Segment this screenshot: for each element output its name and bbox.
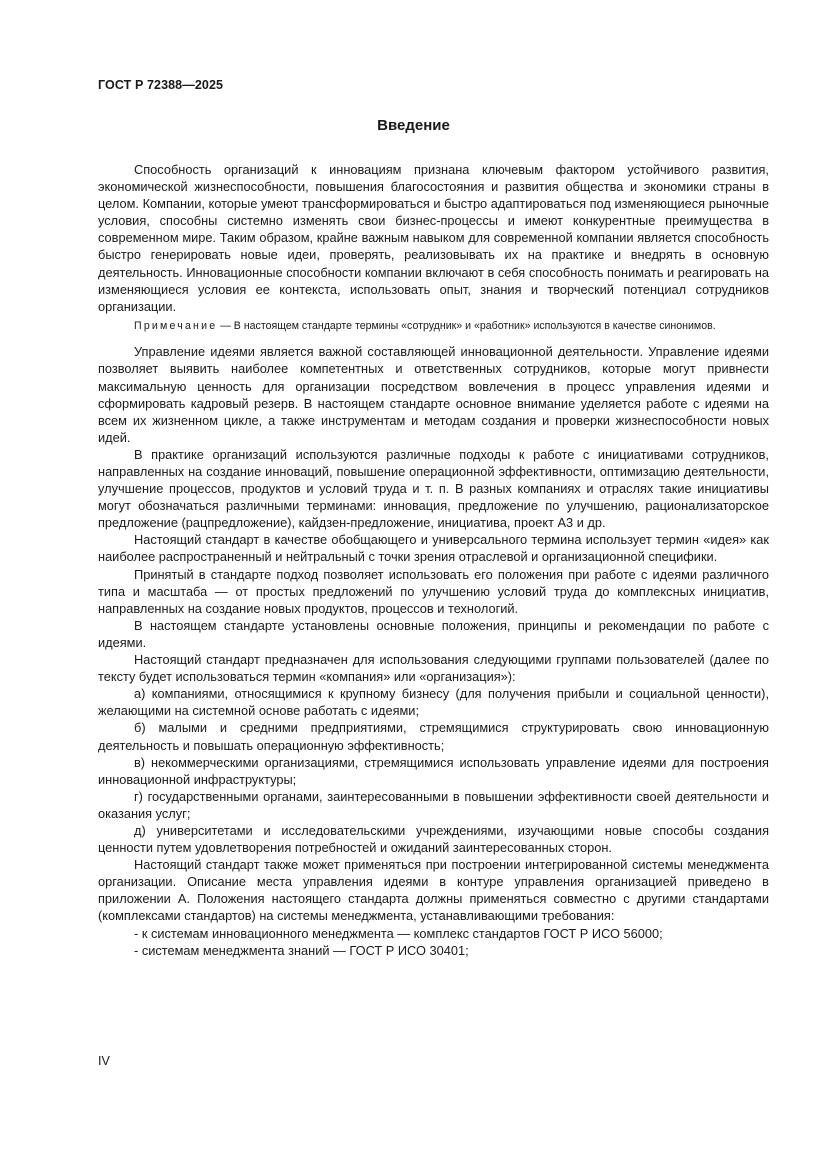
list-item: а) компаниями, относящимися к крупному бизнесу (для получения прибыли и социальной ценности), желающими на системной основе работать с идеями; — [98, 686, 769, 719]
list-item: д) университетами и исследовательскими учреждениями, изучающими новые способы создания ценности путем удовлетворения потребностей и ожиданий заинтересованных сторон. — [98, 822, 769, 856]
intro-paragraph: Способность организаций к инновациям признана ключевым фактором устойчивого развития, экономической жизнеспособности, повышения благосостояния и развития общества и экономики страны в целом. Компании, которые умеют трансформироваться и быстро адаптироваться под изменяющиеся рыночные условия, способны системно изменять свои бизнес-процессы и имеют конкурентные преимущества в современном мире. Таким образом, крайне важным навыком для современной компании является способность быстро генерировать новые идеи, проверять, реализовывать их на практике и внедрять в основную деятельность. Инновационные способности компании включают в себя способность понимать и реагировать на изменяющиеся условия ее контекста, использовать опыт, знания и творческий потенциал сотрудников организации. — [98, 162, 769, 314]
list-item: в) некоммерческими организациями, стремящимися использовать управление идеями для построения инновационной инфраструктуры; — [98, 754, 769, 787]
document-header: ГОСТ Р 72388—2025 — [98, 78, 224, 92]
page-number: IV — [98, 1054, 110, 1068]
body-paragraph: В настоящем стандарте установлены основные положения, принципы и рекомендации по работе с идеями. — [98, 617, 769, 650]
document-body — [98, 161, 769, 959]
note-paragraph — [98, 319, 769, 335]
list-item: б) малыми и средними предприятиями, стремящимися структурировать свою инновационную деятельность и повышать операционную эффективность; — [98, 720, 769, 753]
body-paragraph: Настоящий стандарт в качестве обобщающего и универсального термина использует термин «идея» как наиболее распространенный и нейтральный с точки зрения отраслевой и организационной специфики. — [98, 532, 769, 565]
note-label: Примечание — [134, 319, 218, 332]
body-paragraph: Настоящий стандарт также может применяться при построении интегрированной системы менеджмента организации. Описание места управления идеями в контуре управления организацией приведено в приложении А. Положения настоящего стандарта должны применяться совместно с другими стандартами (комплексами стандартов) на системы менеджмента, устанавливающими требования: — [98, 857, 769, 924]
body-paragraph: Управление идеями является важной составляющей инновационной деятельности. Управление идеями позволяет выявить наиболее компетентных и ответственных сотрудников, которые могут привнести максимальную ценность для организации посредством вовлечения в процесс управления идеями и сформировать кадровый резерв. В настоящем стандарте основное внимание уделяется работе с идеями на всем их жизненном цикле, а также инструментам и методам создания и проверки жизнеспособности новых идей. — [98, 344, 769, 445]
list-item: - к системам инновационного менеджмента — комплекс стандартов ГОСТ Р ИСО 56000; — [134, 925, 663, 941]
body-paragraph: В практике организаций используются различные подходы к работе с инициативами сотрудников, направленных на создание инноваций, повышение операционной эффективности, оптимизацию деятельности, улучшение процессов, продуктов и условий труда и т. п. В разных компаниях и отраслях такие инициативы могут обозначаться различными терминами: инновация, предложение по улучшению, рационализаторское предложение (рацпредложение), кайдзен-предложение, инициатива, проект А3 и др. — [98, 446, 769, 531]
note-text: — В настоящем стандарте термины «сотрудник» и «работник» используются в качестве синонимов. — [217, 319, 716, 332]
body-paragraph: Настоящий стандарт предназначен для использования следующими группами пользователей (далее по тексту будет использоваться термин «компания» или «организация»): — [98, 652, 769, 685]
section-title: Введение — [377, 117, 450, 134]
body-paragraph: Принятый в стандарте подход позволяет использовать его положения при работе с идеями различного типа и масштаба — от простых предложений по улучшению условий труда до комплексных инициатив, направленных на создание новых продуктов, процессов и технологий. — [98, 566, 769, 616]
list-item: - системам менеджмента знаний — ГОСТ Р ИСО 30401; — [134, 942, 469, 958]
list-item: г) государственными органами, заинтересованными в повышении эффективности своей деятельности и оказания услуг; — [98, 788, 769, 821]
